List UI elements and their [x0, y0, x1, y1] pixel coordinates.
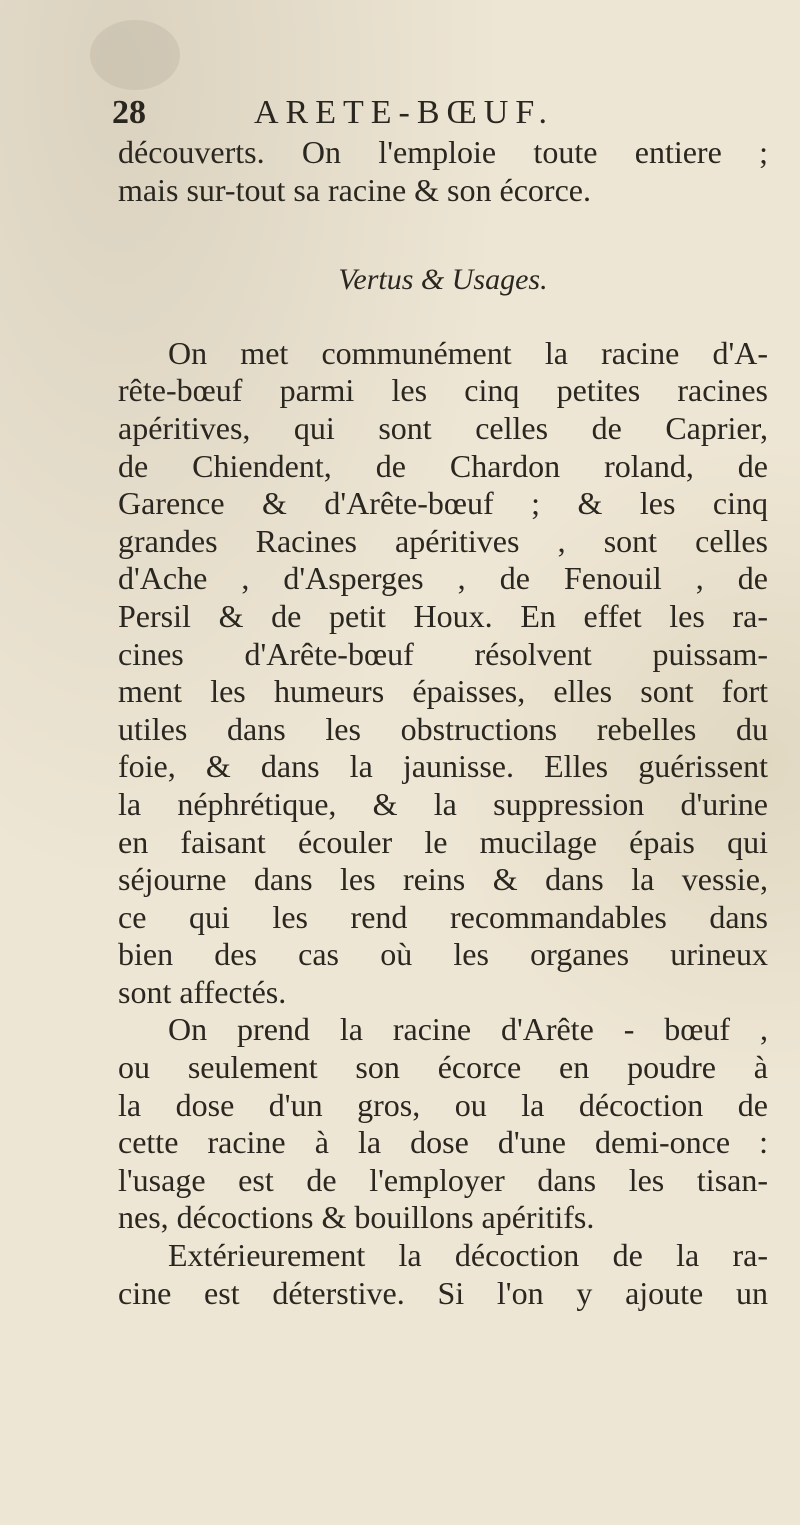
text-line: nes, décoctions & bouillons apéritifs.: [118, 1199, 595, 1236]
text-line: la dose d'un gros, ou la décoction de: [118, 1086, 768, 1123]
text-line: ce qui les rend recommandables dans: [118, 898, 768, 935]
text-line: On prend la racine d'Arête - bœuf ,: [168, 1011, 768, 1048]
text-line: Persil & de petit Houx. En effet les ra-: [118, 597, 768, 634]
paper-stain: [90, 20, 180, 90]
text-line: en faisant écouler le mucilage épais qui: [118, 823, 768, 860]
text-line: On met communément la racine d'A-: [168, 334, 768, 371]
text-line: la néphrétique, & la suppression d'urine: [118, 785, 768, 822]
section-title: Vertus & Usages.: [338, 263, 548, 297]
text-line: utiles dans les obstructions rebelles du: [118, 710, 768, 747]
text-line: cette racine à la dose d'une demi-once :: [118, 1124, 768, 1161]
text-line: Garence & d'Arête-bœuf ; & les cinq: [118, 485, 768, 522]
text-line: ment les humeurs épaisses, elles sont fort: [118, 673, 768, 710]
text-line: cine est déterstive. Si l'on y ajoute un: [118, 1274, 768, 1311]
text-line: apéritives, qui sont celles de Caprier,: [118, 409, 768, 446]
text-line: l'usage est de l'employer dans les tisan-: [118, 1161, 768, 1198]
text-line: de Chiendent, de Chardon roland, de: [118, 447, 768, 484]
text-line: grandes Racines apéritives , sont celles: [118, 522, 768, 559]
paragraph-3: [118, 1237, 768, 1312]
text-line: sont affectés.: [118, 973, 287, 1010]
text-line: foie, & dans la jaunisse. Elles guérissent: [118, 748, 768, 785]
paragraph-1: [118, 335, 768, 1012]
text-line: mais sur-tout sa racine & son écorce.: [118, 171, 591, 208]
text-line: rête-bœuf parmi les cinq petites racines: [118, 372, 768, 409]
body-text: [118, 134, 768, 1312]
text-line: d'Ache , d'Asperges , de Fenouil , de: [118, 560, 768, 597]
text-line: cines d'Arête-bœuf résolvent puissam-: [118, 635, 768, 672]
text-line: découverts. On l'emploie toute entiere ;: [118, 134, 768, 170]
text-line: séjourne dans les reins & dans la vessie,: [118, 861, 768, 898]
text-line: Extérieurement la décoction de la ra-: [168, 1237, 768, 1274]
page-number: 28: [112, 94, 146, 131]
text-line: ou seulement son écorce en poudre à: [118, 1049, 768, 1086]
running-head: ARETE-BŒUF.: [254, 94, 555, 131]
paragraph-2: [118, 1011, 768, 1237]
text-line: bien des cas où les organes urineux: [118, 936, 768, 973]
